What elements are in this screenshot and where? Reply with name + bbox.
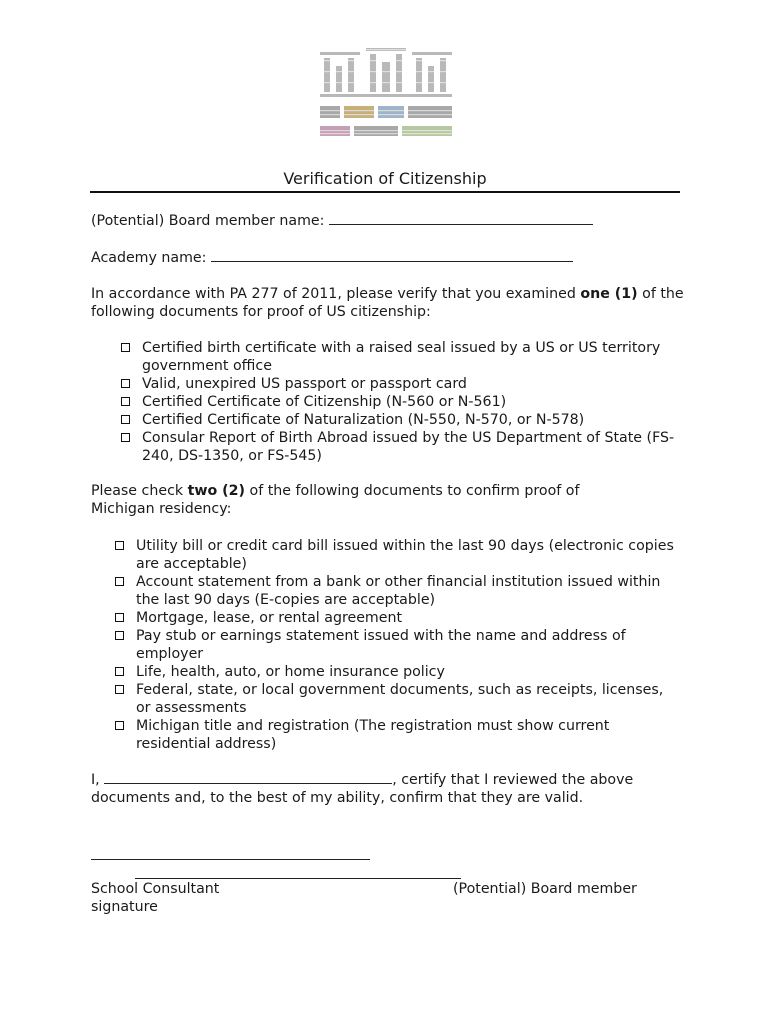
residency-item: Mortgage, lease, or rental agreement <box>115 609 675 627</box>
page-title: Verification of Citizenship <box>283 169 487 188</box>
academy-name-field[interactable] <box>211 249 573 262</box>
checkbox[interactable] <box>121 415 130 424</box>
citizenship-intro-text: In accordance with PA 277 of 2011, please verify that you examined <box>91 286 581 302</box>
citizenship-item: Certified Certificate of Naturalization (N-550, N-570, or N-578) <box>121 411 681 429</box>
residency-intro-text-end: of the following documents to confirm proof of Michigan residency: <box>91 483 580 517</box>
board-member-signature-label: (Potential) Board member <box>453 881 637 897</box>
consultant-signature-line[interactable] <box>91 859 370 860</box>
board-member-name-label: (Potential) Board member name: <box>91 213 325 229</box>
citizenship-document-list <box>121 339 681 465</box>
checkbox[interactable] <box>115 667 124 676</box>
citizenship-item: Certified Certificate of Citizenship (N-560 or N-561) <box>121 393 681 411</box>
checkbox[interactable] <box>121 379 130 388</box>
checkbox[interactable] <box>115 613 124 622</box>
residency-item: Federal, state, or local government documents, such as receipts, licenses, or assessments <box>115 681 675 717</box>
checkbox[interactable] <box>115 541 124 550</box>
consultant-signature-label: School Consultant signature <box>91 881 220 915</box>
residency-item: Pay stub or earnings statement issued with the name and address of employer <box>115 627 675 663</box>
board-member-name-row <box>91 212 593 230</box>
checkbox[interactable] <box>115 721 124 730</box>
certification-text: , certify that I reviewed the above documents and, to the best of my ability, confirm that they are valid. <box>91 772 634 806</box>
citizenship-item: Consular Report of Birth Abroad issued by the US Department of State (FS-240, DS-1350, or FS-545) <box>121 429 681 465</box>
residency-item: Utility bill or credit card bill issued within the last 90 days (electronic copies are acceptable) <box>115 537 675 573</box>
citizenship-intro-text-end: of the following documents for proof of US citizenship: <box>91 286 684 320</box>
academy-name-row <box>91 249 573 267</box>
board-member-name-field[interactable] <box>329 212 593 225</box>
checkbox[interactable] <box>121 343 130 352</box>
certification-statement <box>91 771 671 807</box>
academy-name-label: Academy name: <box>91 250 207 266</box>
academy-logo <box>318 44 454 148</box>
checkbox[interactable] <box>121 397 130 406</box>
logo-mark <box>320 48 452 97</box>
checkbox[interactable] <box>115 577 124 586</box>
residency-item: Michigan title and registration (The registration must show current residential address) <box>115 717 675 753</box>
board-member-signature-line[interactable] <box>135 878 461 879</box>
residency-item: Account statement from a bank or other financial institution issued within the last 90 days (E-copies are acceptable) <box>115 573 675 609</box>
checkbox[interactable] <box>115 631 124 640</box>
citizenship-count: one (1) <box>580 286 638 302</box>
residency-instructions <box>91 482 631 518</box>
residency-intro-text: Please check <box>91 483 188 499</box>
certifier-name-field[interactable] <box>104 771 392 784</box>
residency-item: Life, health, auto, or home insurance policy <box>115 663 675 681</box>
certification-prefix: I, <box>91 772 100 788</box>
title-divider <box>90 191 680 193</box>
citizenship-instructions <box>91 285 691 321</box>
residency-count: two (2) <box>187 483 246 499</box>
residency-document-list <box>115 537 675 753</box>
checkbox[interactable] <box>121 433 130 442</box>
checkbox[interactable] <box>115 685 124 694</box>
citizenship-item: Valid, unexpired US passport or passport card <box>121 375 681 393</box>
citizenship-item: Certified birth certificate with a raised seal issued by a US or US territory government office <box>121 339 681 375</box>
